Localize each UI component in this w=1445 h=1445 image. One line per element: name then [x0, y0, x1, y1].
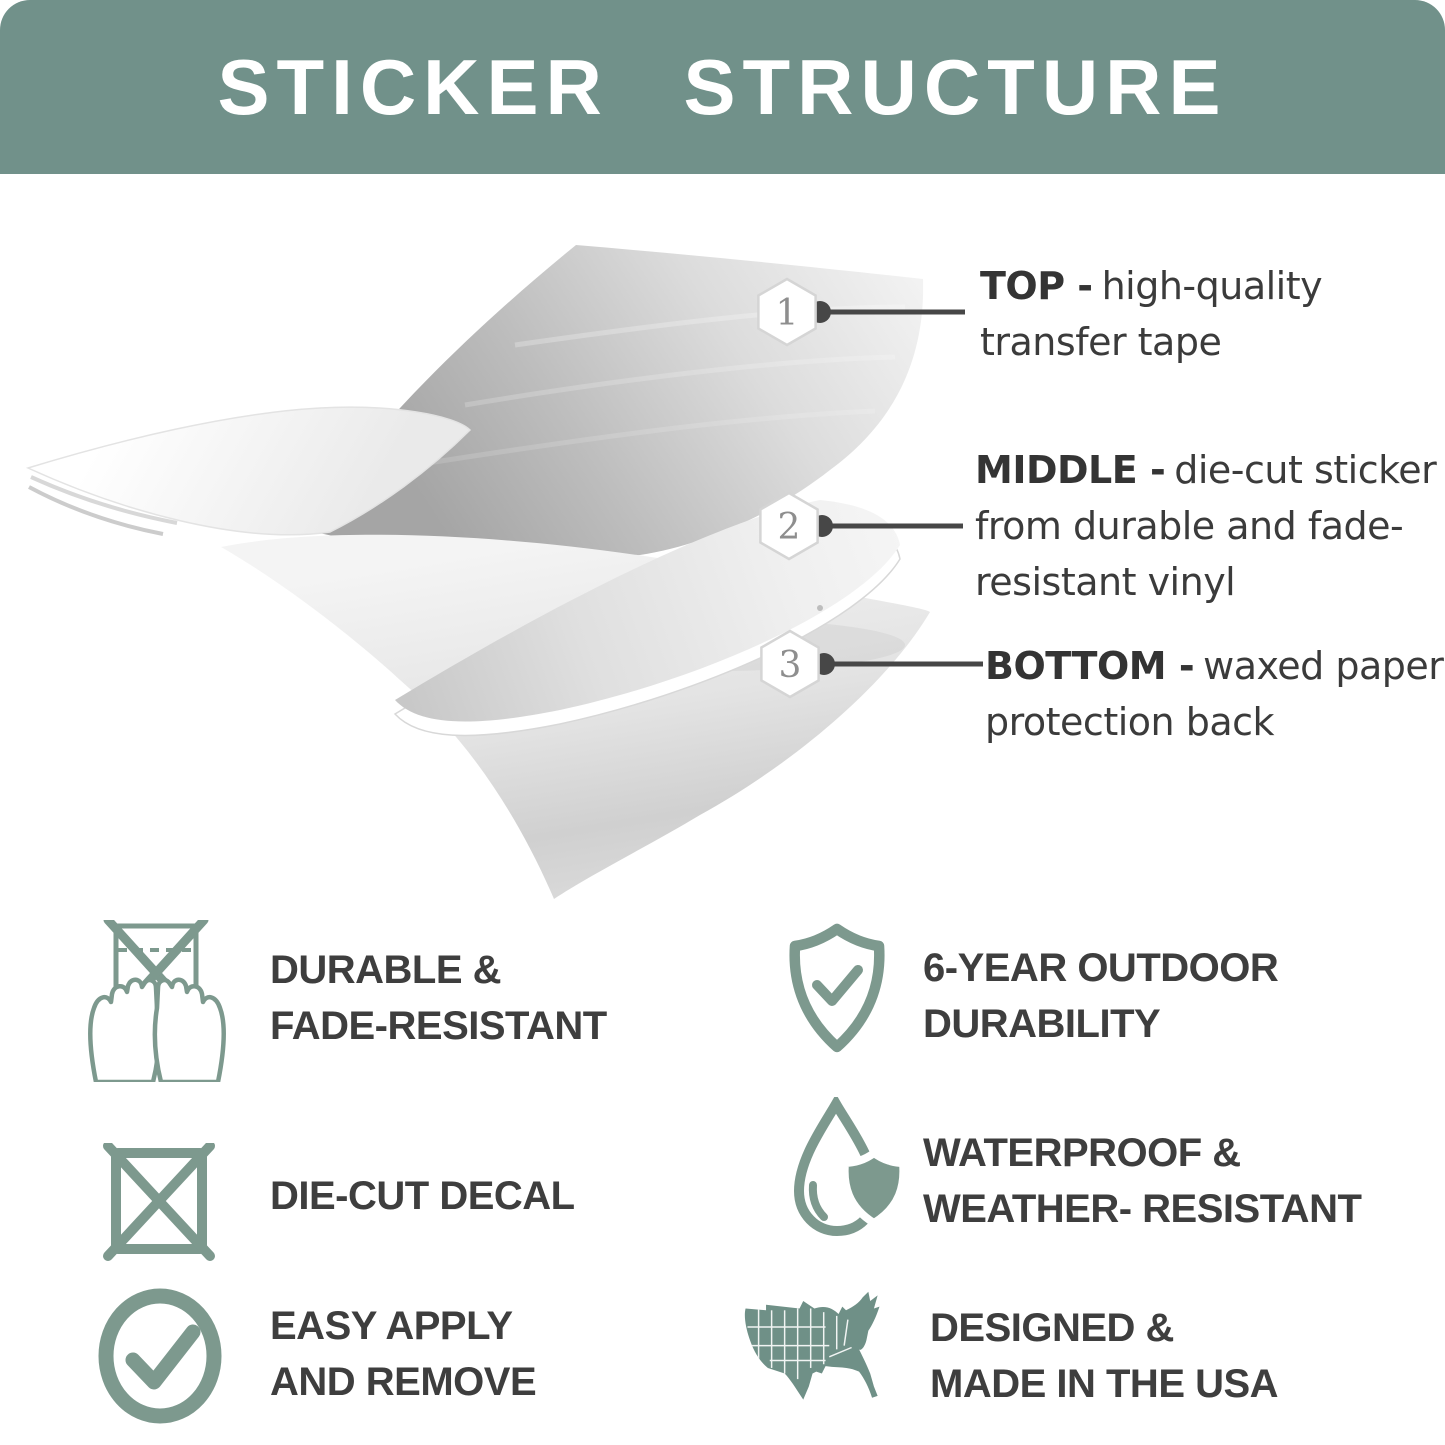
callout-top — [980, 258, 1440, 370]
page-title: STICKER STRUCTURE — [217, 42, 1228, 131]
usa-map-icon — [740, 1286, 926, 1409]
feature-easy-apply: EASY APPLY AND REMOVE — [270, 1304, 537, 1404]
no-tear-hands-icon — [72, 920, 242, 1082]
callout-middle-label: MIDDLE - — [975, 448, 1166, 492]
feature-die-cut: DIE-CUT DECAL — [270, 1174, 575, 1218]
feature-durable: DURABLE & FADE-RESISTANT — [270, 948, 607, 1048]
sticker-layers-illustration — [15, 215, 985, 915]
callout-bottom-line1: BOTTOM - waxed paper — [985, 644, 1444, 688]
water-drop-shield-icon — [779, 1097, 915, 1239]
callout-middle-line3: resistant vinyl — [975, 560, 1236, 604]
feature-outdoor-durability: 6-YEAR OUTDOOR DURABILITY — [923, 946, 1279, 1046]
callout-top-line2: transfer tape — [980, 320, 1222, 364]
callout-top-label: TOP - — [980, 264, 1093, 308]
badge-number-1: 1 — [775, 293, 799, 334]
badge-number-2: 2 — [777, 507, 801, 548]
callout-middle — [975, 442, 1445, 610]
shield-check-icon — [783, 922, 891, 1054]
feature-waterproof: WATERPROOF & WEATHER- RESISTANT — [923, 1131, 1362, 1231]
callout-top-line1: TOP - high-quality — [980, 264, 1323, 308]
die-cut-square-icon — [98, 1143, 220, 1261]
callout-middle-line2: from durable and fade- — [975, 504, 1404, 548]
callout-middle-line1: MIDDLE - die-cut sticker — [975, 448, 1437, 492]
feature-made-in-usa: DESIGNED & MADE IN THE USA — [930, 1306, 1279, 1406]
badge-number-3: 3 — [778, 645, 802, 686]
callout-bottom-label: BOTTOM - — [985, 644, 1195, 688]
header-banner — [0, 0, 1445, 174]
callout-bottom — [985, 638, 1445, 750]
callout-bottom-line2: protection back — [985, 700, 1275, 744]
check-circle-icon — [97, 1288, 223, 1424]
